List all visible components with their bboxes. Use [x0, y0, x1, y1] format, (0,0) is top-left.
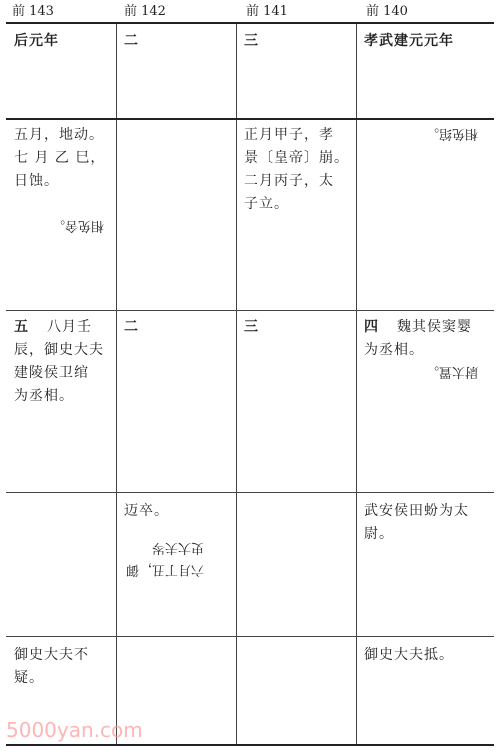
inverted-note [126, 536, 204, 580]
header-year-140: 前 140 [366, 4, 408, 19]
event-line: 景〔皇帝〕崩。 [244, 150, 349, 166]
event-line: 魏其侯窦婴 [397, 319, 472, 335]
header-year-141: 前 141 [246, 4, 288, 19]
reign-year-cell: 二 [124, 33, 139, 49]
reign-year-cell: 三 [244, 33, 259, 49]
event-entry [14, 124, 105, 193]
event-entry [364, 500, 469, 546]
event-entry [364, 316, 472, 362]
inverted-note: 相免舍。 [52, 218, 105, 233]
row-divider [6, 492, 494, 493]
event-entry [14, 644, 89, 690]
event-line: 疑。 [14, 670, 44, 686]
event-line: 辰，御史大夫 [14, 342, 104, 358]
row-divider [6, 118, 494, 120]
event-line: 二月丙子，太 [244, 173, 334, 189]
chronology-table [6, 22, 494, 746]
inverted-note: 尉太置。 [426, 364, 479, 379]
header-year-142: 前 142 [124, 4, 166, 19]
event-line: 子立。 [244, 196, 289, 212]
inverted-line: 六月丁丑，御 [126, 562, 205, 577]
inverted-note: 相免绾。 [426, 126, 479, 141]
row-divider [6, 310, 494, 311]
header-year-143: 前 143 [12, 4, 54, 19]
event-line: 为丞相。 [14, 388, 74, 404]
event-line: 建陵侯卫绾 [14, 365, 89, 381]
reign-year-cell: 后元年 [14, 33, 59, 49]
year-number: 二 [124, 319, 139, 335]
event-line: 为丞相。 [364, 342, 424, 358]
event-line: 正月甲子，孝 [244, 127, 334, 143]
row-divider [6, 636, 494, 637]
event-entry: 御史大夫抵。 [364, 647, 454, 663]
event-entry [14, 316, 104, 408]
event-line: 七 月 乙 巳， [14, 150, 106, 166]
year-number: 五 [14, 319, 29, 335]
year-number: 四 [364, 319, 379, 335]
event-entry [244, 124, 349, 216]
reign-year-cell: 孝武建元元年 [364, 33, 454, 49]
event-entry: 迈卒。 [124, 503, 169, 519]
event-line: 武安侯田蚡为太 [364, 503, 469, 519]
event-line: 五月，地动。 [14, 127, 104, 143]
watermark: 5000yan.com [6, 718, 143, 742]
event-line: 御史大夫不 [14, 647, 89, 663]
event-line: 八月壬 [47, 319, 92, 335]
year-number: 三 [244, 319, 259, 335]
inverted-line: 史大夫岑 [152, 540, 205, 555]
event-line: 尉。 [364, 526, 394, 542]
event-line: 日蚀。 [14, 173, 59, 189]
